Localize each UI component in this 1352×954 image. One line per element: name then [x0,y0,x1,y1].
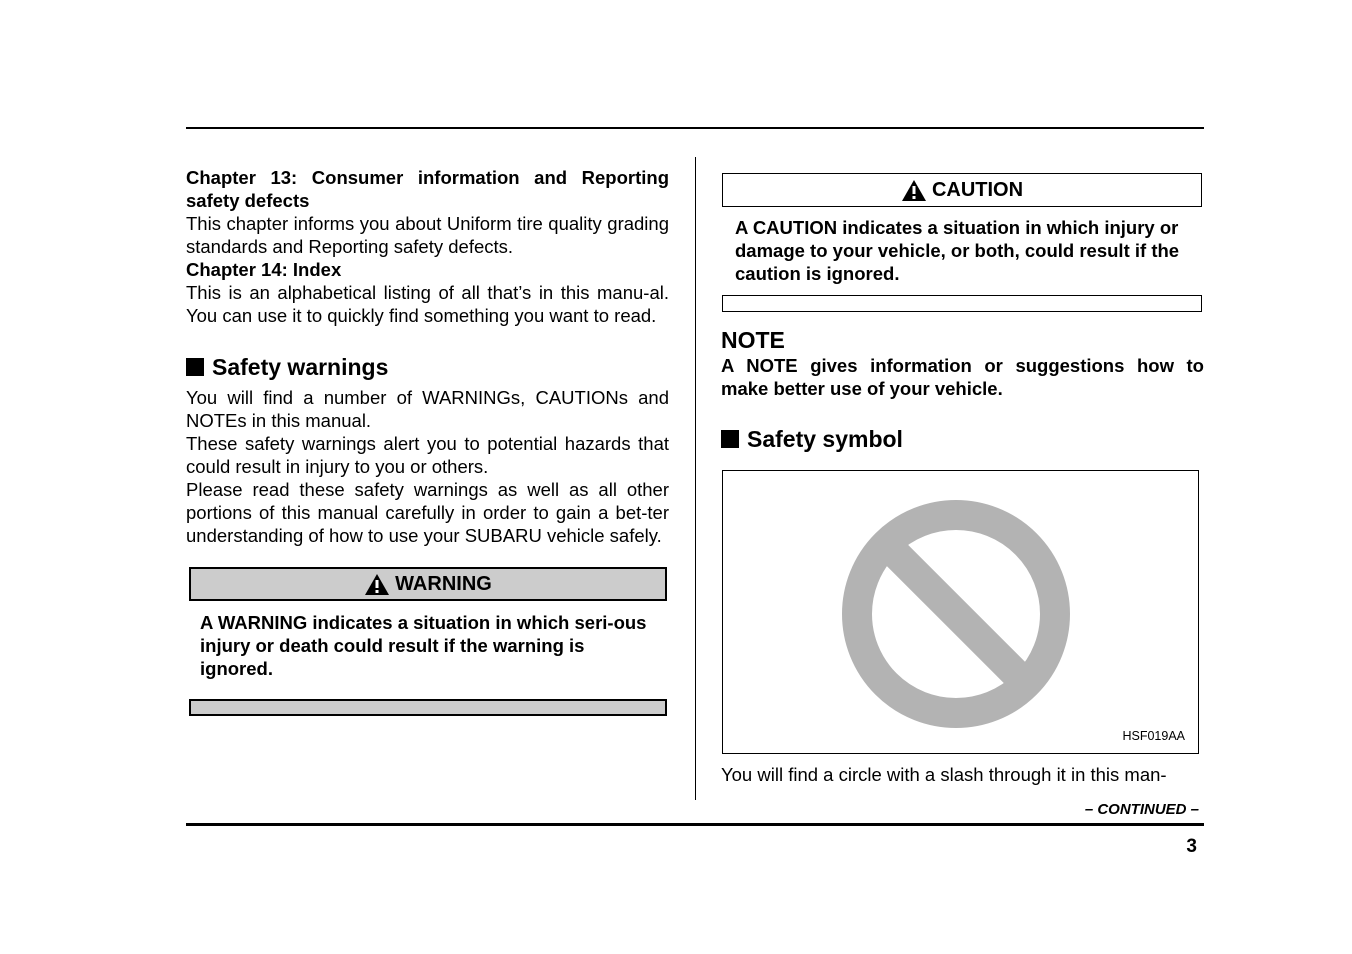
warning-header-bar [189,567,667,601]
top-rule [186,127,1204,129]
safety-warnings-paragraph-3: Please read these safety warnings as well as all other portions of this manual carefully in order to gain a bet-ter understanding of how to use your SUBARU vehicle safely. [186,479,669,546]
chapter-14-body: This is an alphabetical listing of all that’s in this manu-al. You can use it to quickly find something you want to read. [186,282,669,326]
section-square-icon [721,430,739,448]
safety-warnings-heading [186,353,669,381]
caution-header-bar [722,173,1202,207]
caution-label: CAUTION [931,178,1024,201]
continued-label: – CONTINUED – [1084,801,1199,818]
safety-warnings-paragraph-1: You will find a number of WARNINGs, CAUTIONs and NOTEs in this manual. [186,387,669,431]
caution-footer-bar [722,295,1202,312]
section-square-icon [186,358,204,376]
warning-label: WARNING [395,572,492,595]
right-column [721,166,1204,453]
safety-warnings-heading-text: Safety warnings [212,354,389,380]
chapter-13-body: This chapter informs you about Uniform tire quality grading standards and Reporting safety defects. [186,213,669,257]
safety-symbol-heading-text: Safety symbol [747,426,903,452]
figure-code: HSF019AA [1122,729,1185,743]
warning-text: A WARNING indicates a situation in which seri-ous injury or death could result if the warning is ignored. [200,612,647,679]
chapter-14-title: Chapter 14: Index [186,259,342,280]
chapter-13-title: Chapter 13: Consumer information and Reporting safety defects [186,167,669,211]
bottom-rule [186,823,1204,826]
safety-symbol-figure [722,470,1199,754]
safety-warnings-paragraph-2: These safety warnings alert you to potential hazards that could result in injury to you or others. [186,433,669,477]
caution-text: A CAUTION indicates a situation in which injury or damage to your vehicle, or both, could result if the caution is ignored. [735,217,1180,284]
symbol-body-text: You will find a circle with a slash through it in this man- [721,764,1167,785]
safety-symbol-heading [721,425,1204,453]
left-column [186,166,669,716]
caution-triangle-icon [901,179,927,202]
warning-footer-bar [189,699,667,716]
note-text: A NOTE gives information or suggestions how to make better use of your vehicle. [721,355,1204,399]
note-heading: NOTE [721,327,785,353]
prohibition-symbol-icon [723,471,1200,755]
warning-triangle-icon [364,573,390,596]
page-number: 3 [1186,836,1197,857]
column-divider [695,157,696,800]
